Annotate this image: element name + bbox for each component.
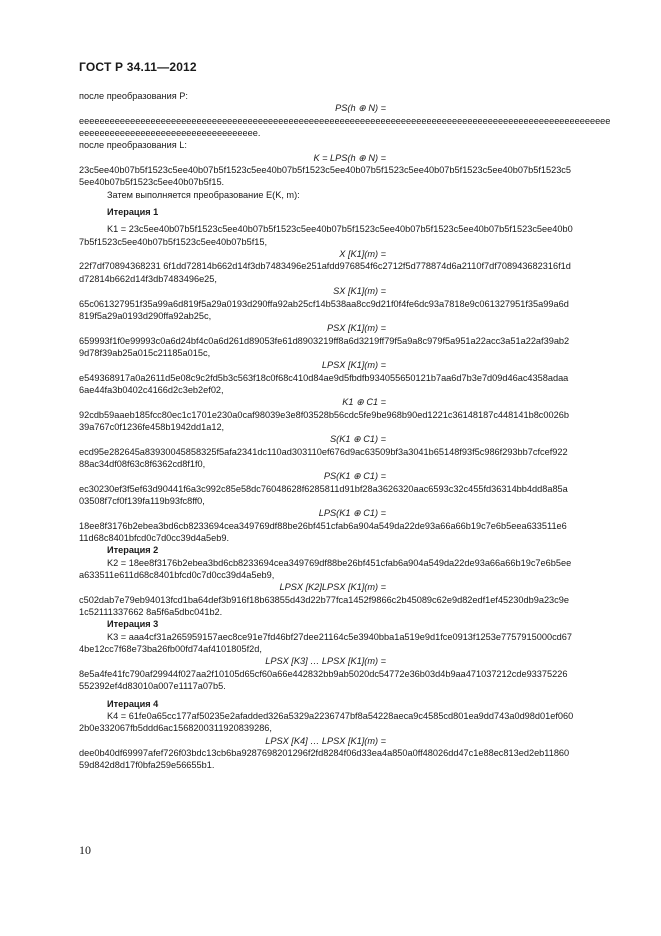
text-line: 5ee40b07b5f1523c5ee40b07b5f15. bbox=[79, 177, 225, 188]
equation-label: SX [K1](m) = bbox=[333, 286, 386, 297]
text-line: K2 = 18ee8f3176b2ebea3bd6cb8233694cea349769df88be26bf451cfab6a904a549da22de93a66a66b19c7e6b5ee bbox=[107, 557, 572, 568]
text-line: c502dab7e79eb94013fcd1ba64def3b916f18b63855d43d22b77fca1452f9866c2b45089c62e9d82edf1ef45230db9a23c9e bbox=[79, 594, 569, 605]
equation-label: LPSX [K2]LPSX [K1](m) = bbox=[279, 582, 386, 593]
text-line: 6ae44fa3b0402c4166d2c3eb2ef02, bbox=[79, 384, 224, 395]
text-line: ecd95e282645a83930045858325f5afa2341dc110ad303110ef676d9ac63509bf3a3041b65148f93f5c986f293bb7cfcef922 bbox=[79, 446, 568, 457]
text-line: 88ac34df08f63c8f6362cd8f1f0, bbox=[79, 458, 206, 469]
text-line: 9d78f39ab25a015c21185a015c, bbox=[79, 347, 211, 358]
equation-label: LPSX [K3] … LPSX [K1](m) = bbox=[265, 656, 386, 667]
equation-label: X [K1](m) = bbox=[339, 249, 386, 260]
page-header-title: ГОСТ Р 34.11—2012 bbox=[79, 60, 197, 74]
document-body bbox=[79, 90, 644, 772]
text-line: 11d68c8401bfcd0c7d0cc39d4a5eb9. bbox=[79, 533, 230, 544]
text-line: 819f5a29a0193d290ffa92ab25c, bbox=[79, 310, 212, 321]
equation-label: LPSX [K1](m) = bbox=[321, 360, 386, 371]
equation-label: LPSX [K4] … LPSX [K1](m) = bbox=[265, 735, 386, 746]
text-line: 65c061327951f35a99a6d819f5a29a0193d290ffa92ab25cf14b538aa8cc9d21f0f4fe6dc93a7818e9c061327951f35a99a6d bbox=[79, 298, 569, 309]
page-number: 10 bbox=[79, 843, 91, 857]
text-line: e549368917a0a2611d5e08c9c2fd5b3c563f18c0f68c410d84ae9d5fbdfb934055650121b7aa6d7b3e7d09d46ac4358adaa bbox=[79, 372, 569, 383]
equation-label: PSX [K1](m) = bbox=[327, 323, 386, 334]
text-line: 92cdb59aaeb185fcc80ec1c1701e230a0caf98039e3e8f03528b56cdc5fe9be968b90ed1221c36148187c448141b8c0026b bbox=[79, 409, 569, 420]
text-line: 552392ef4d83010a007e1117a07b5. bbox=[79, 681, 226, 692]
text-line: dee0b40df69997afef726f03bdc13cb6ba9287698201296f2fd8284f06d33ea4a850a0ff48026dd47c1e88ec813ed2eb11860 bbox=[79, 747, 570, 758]
text-line: 659993f1f0e99993c0a6d24bf4c0a6d261d89053fe61d8903219ff8a6d3219ff79f5a9a8c979f5a951a22acc3a51a22af39ab2 bbox=[79, 335, 570, 346]
equation-label: S(K1 ⊕ C1) = bbox=[330, 434, 386, 445]
text-line: Затем выполняется преобразование E(K, m): bbox=[107, 189, 300, 200]
iteration-heading: Итерация 2 bbox=[107, 545, 159, 556]
text-line: 18ee8f3176b2ebea3bd6cb8233694cea349769df88be26bf451cfab6a904a549da22de93a66a66b19c7e6b5eea633511e6 bbox=[79, 520, 567, 531]
text-line: 4be12cc7f68e73ba26fb00fd74af4101805f2d, bbox=[79, 644, 262, 655]
text-line: d72814b662d14f3db7483496e25, bbox=[79, 273, 217, 284]
text-line: 39a767c0f1236fe458b1942dd1a12, bbox=[79, 421, 225, 432]
text-line: после преобразования P: bbox=[79, 91, 188, 101]
text-line: K3 = aaa4cf31a265959157aec8ce91e7fd46bf27dee21164c5e3940bba1a519e9d1fce0913f1253e7757915000cd67 bbox=[107, 631, 573, 642]
text-line: 03508f7cf0f139fa119b93fc8ff0, bbox=[79, 496, 205, 506]
text-line: eeeeeeeeeeeeeeeeeeeeeeeeeeeeeeeeeeeeeeeeeeeeeeeeeeeeeeeeeeeeeeeeeeeeeeeeeeeeeeeeeeeeeeeeeeeeeeeeeeeeeeee bbox=[79, 115, 611, 126]
text-line: 2b0e332067fb5ddd6ac1568200311920839286, bbox=[79, 723, 272, 734]
equation-label: LPS(K1 ⊕ C1) = bbox=[318, 508, 386, 519]
text-line: eeeeeeeeeeeeeeeeeeeeeeeeeeeeeeeeeee. bbox=[79, 128, 261, 139]
text-line: K4 = 61fe0a65cc177af50235e2afadded326a5329a2236747bf8a54228aeca9c4585cd801ea9dd743a0d98d01ef060 bbox=[107, 710, 574, 721]
text-line: ec30230ef3f5ef63d90441f6a3c992c85e58dc76048628f6285811d91bf28a3626320aac6593c32c455fd36314bb4dd8a85a bbox=[79, 483, 568, 494]
text-line: 1c52111337662 8a5f6a5dbc041b2. bbox=[79, 607, 223, 618]
equation-label: PS(K1 ⊕ C1) = bbox=[323, 471, 386, 482]
iteration-heading: Итерация 3 bbox=[107, 619, 159, 630]
equation-label: K1 ⊕ C1 = bbox=[342, 397, 386, 408]
iteration-heading: Итерация 1 bbox=[107, 207, 159, 218]
text-line: 7b5f1523c5ee40b07b5f1523c5ee40b07b5f15, bbox=[79, 236, 268, 247]
text-line: 23c5ee40b07b5f1523c5ee40b07b5f1523c5ee40b07b5f1523c5ee40b07b5f1523c5ee40b07b5f1523c5ee40b07b5f1523c5 bbox=[79, 165, 572, 176]
text-line: 59d842d8d17f0bfa259e56655b1. bbox=[79, 760, 215, 771]
equation-label: K = LPS(h ⊕ N) = bbox=[313, 152, 386, 163]
text-line: 8e5a4fe41fc790af29944f027aa2f10105d65cf60a66e442832bb9ab5020dc54772e36b03d4b9aa471037212cde93375226 bbox=[79, 668, 568, 679]
text-line: после преобразования L: bbox=[79, 140, 187, 151]
iteration-heading: Итерация 4 bbox=[107, 698, 159, 709]
text-line: 22f7df70894368231 6f1dd72814b662d14f3db7483496e251afdd976854f6c2712f5d778874d6a2110f7df708943682316f1d bbox=[79, 261, 571, 272]
equation-label: PS(h ⊕ N) = bbox=[335, 103, 386, 114]
text-line: K1 = 23c5ee40b07b5f1523c5ee40b07b5f1523c5ee40b07b5f1523c5ee40b07b5f1523c5ee40b07b5f1523c5ee40b0 bbox=[107, 224, 573, 235]
text-line: a633511e611d68c8401bfcd0c7d0cc39d4a5eb9, bbox=[79, 570, 275, 581]
